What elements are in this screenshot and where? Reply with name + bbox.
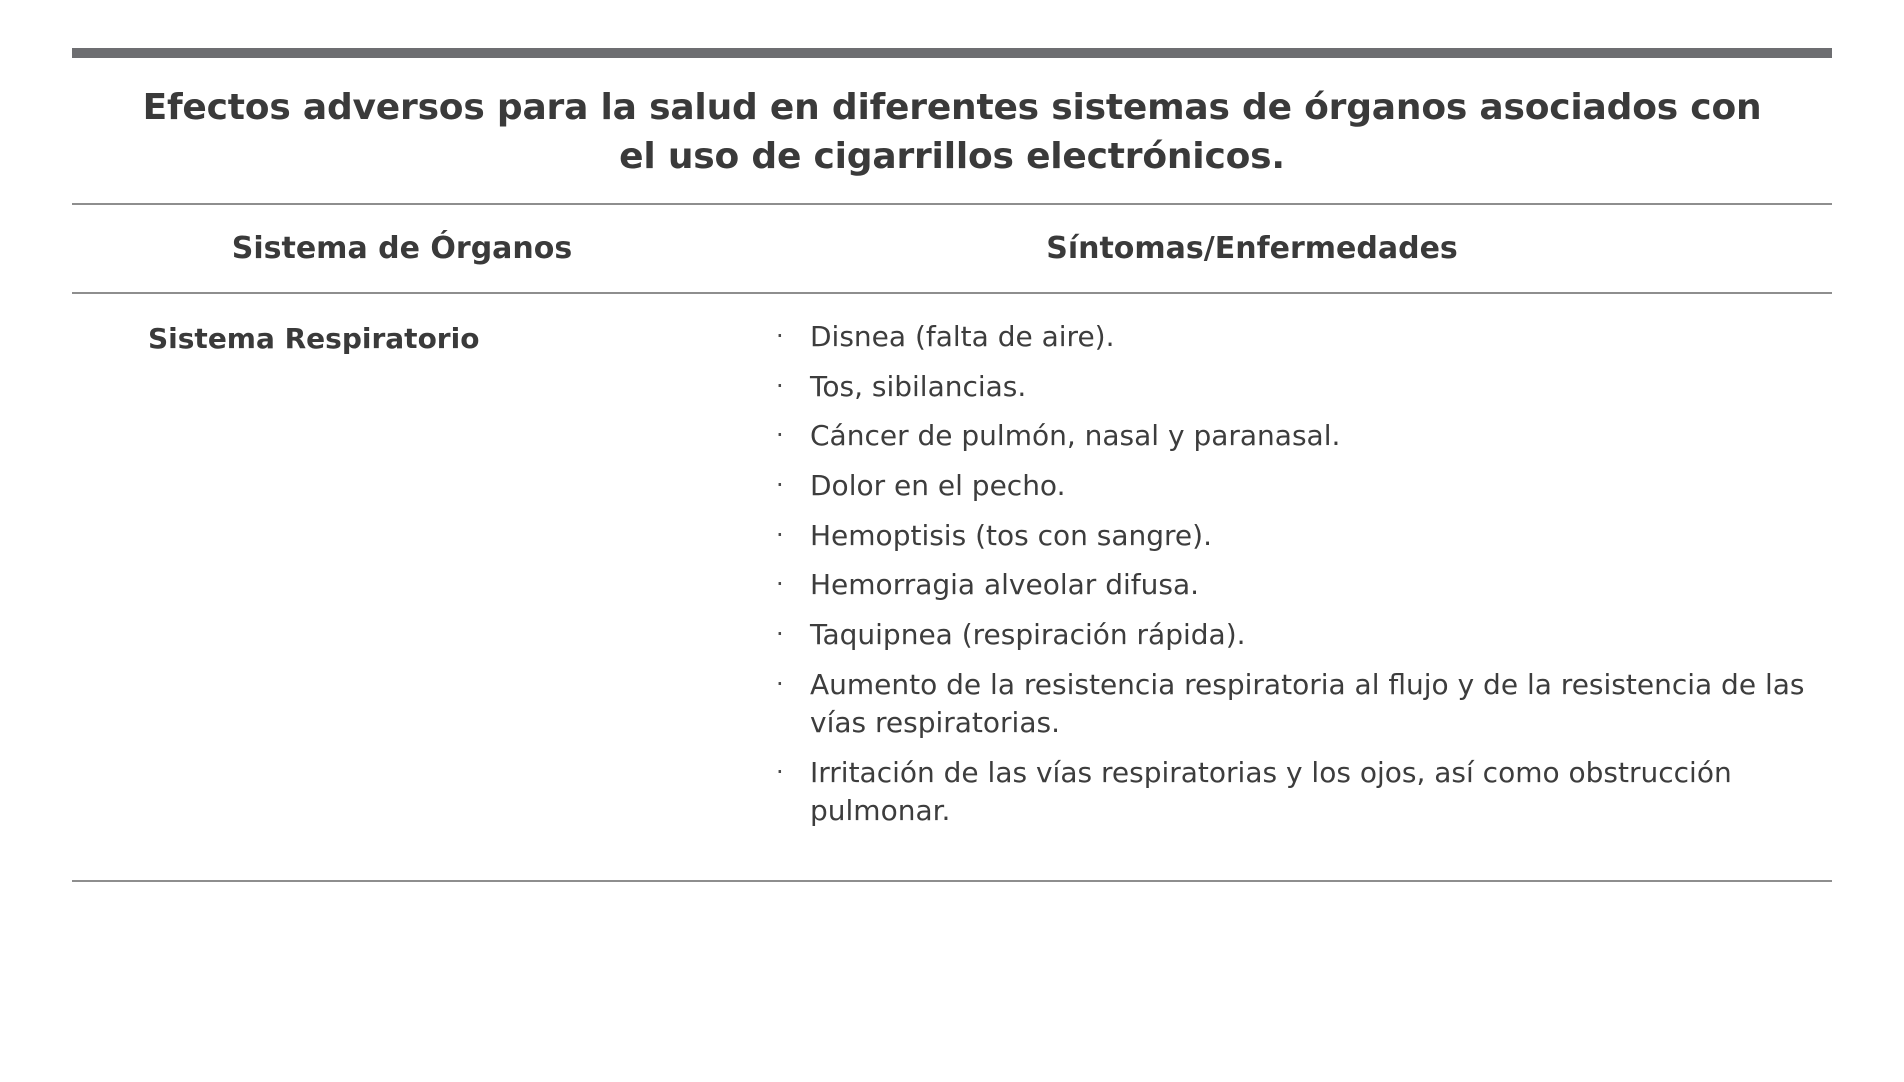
table-row <box>72 294 1832 872</box>
list-item-label: Taquipnea (respiración rápida). <box>810 617 1246 651</box>
bullet-icon: · <box>776 421 784 450</box>
cell-symptoms <box>732 318 1832 842</box>
list-item-label: Aumento de la resistencia respiratoria al flujo y de la resistencia de las vías respiratorias. <box>810 667 1805 740</box>
cell-organ-system: Sistema Respiratorio <box>148 322 480 356</box>
bullet-icon: · <box>776 669 784 698</box>
list-item-label: Irritación de las vías respiratorias y los ojos, así como obstrucción pulmonar. <box>810 755 1732 828</box>
list-item-label: Hemorragia alveolar difusa. <box>810 568 1200 602</box>
table-header-row <box>72 205 1832 292</box>
list-item-label: Disnea (falta de aire). <box>810 320 1115 354</box>
table-title: Efectos adversos para la salud en diferentes sistemas de órganos asociados con el uso de cigarrillos electrónicos. <box>142 87 1762 177</box>
list-item-label: Tos, sibilancias. <box>810 369 1027 403</box>
list-item <box>768 566 1832 605</box>
column-header-organ-system: Sistema de Órganos <box>231 231 573 267</box>
list-item-label: Dolor en el pecho. <box>810 469 1066 503</box>
bullet-icon: · <box>776 619 784 648</box>
health-effects-table <box>72 48 1832 882</box>
list-item <box>768 467 1832 506</box>
list-item <box>768 368 1832 407</box>
list-item-label: Cáncer de pulmón, nasal y paranasal. <box>810 419 1341 453</box>
list-item <box>768 616 1832 655</box>
table-bottom-rule <box>72 880 1832 882</box>
table-top-rule <box>72 48 1832 58</box>
list-item-label: Hemoptisis (tos con sangre). <box>810 518 1212 552</box>
list-item <box>768 417 1832 456</box>
column-header-symptoms: Síntomas/Enfermedades <box>1046 231 1458 267</box>
symptom-list <box>768 318 1832 831</box>
list-item <box>768 517 1832 556</box>
bullet-icon: · <box>776 520 784 549</box>
list-item <box>768 666 1832 743</box>
bullet-icon: · <box>776 322 784 351</box>
bullet-icon: · <box>776 570 784 599</box>
bullet-icon: · <box>776 757 784 786</box>
list-item <box>768 754 1832 831</box>
list-item <box>768 318 1832 357</box>
bullet-icon: · <box>776 471 784 500</box>
bullet-icon: · <box>776 371 784 400</box>
